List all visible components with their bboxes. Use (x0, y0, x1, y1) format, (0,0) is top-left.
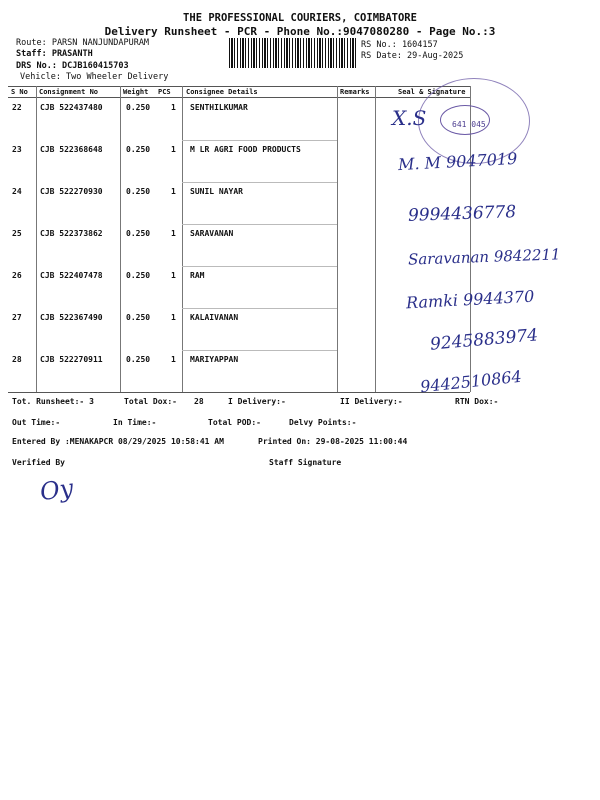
rs-number: RS No.: 1604157 (361, 40, 438, 50)
row-consignment: CJB 522270930 (40, 187, 103, 196)
total-pod-label: Total POD:- (208, 418, 261, 427)
row-sno: 28 (12, 355, 22, 364)
signature-row-23: M. M 9047019 (397, 148, 518, 175)
col-header-weight: Weight (123, 88, 149, 96)
row-consignment: CJB 522373862 (40, 229, 103, 238)
row-pcs: 1 (171, 103, 176, 112)
total-dox-label: Total Dox:- (124, 397, 177, 406)
signature-row-27: 9245883974 (429, 325, 539, 355)
signature-row-26: Ramki 9944370 (405, 286, 535, 313)
table-top-border (8, 86, 470, 87)
i-delivery-label: I Delivery:- (228, 397, 286, 406)
row-consignee: SARAVANAN (190, 229, 234, 238)
route-label: Route: PARSN NANJUNDAPURAM (16, 38, 150, 48)
staff-label: Staff: PRASANTH (16, 49, 93, 59)
row-consignee: MARIYAPPAN (190, 355, 239, 364)
total-runsheet: Tot. Runsheet:- 3 (12, 397, 94, 406)
row-weight: 0.250 (126, 313, 151, 322)
col-divider (182, 86, 183, 392)
row-pcs: 1 (171, 229, 176, 238)
out-time-label: Out Time:- (12, 418, 61, 427)
row-weight: 0.250 (126, 355, 151, 364)
col-header-pcs: PCS (158, 88, 171, 96)
total-dox-value: 28 (194, 397, 204, 406)
row-consignee: KALAIVANAN (190, 313, 239, 322)
col-header-consignee: Consignee Details (186, 88, 258, 96)
delivery-points-label: Delvy Points:- (289, 418, 357, 427)
runsheet-subtitle: Delivery Runsheet - PCR - Phone No.:9047080280 - Page No.:3 (104, 25, 496, 38)
signature-row-24: 9994436778 (407, 202, 517, 226)
vehicle-label: Vehicle: Two Wheeler Delivery (20, 72, 169, 82)
table-bottom-border (8, 392, 470, 393)
col-header-sno: S No (11, 88, 28, 96)
row-consignment: CJB 522367490 (40, 313, 103, 322)
row-divider (182, 224, 337, 225)
row-consignment: CJB 522270911 (40, 355, 103, 364)
company-title: THE PROFESSIONAL COURIERS, COIMBATORE (183, 12, 417, 24)
row-weight: 0.250 (126, 103, 151, 112)
row-pcs: 1 (171, 355, 176, 364)
col-divider (120, 86, 121, 392)
col-divider (337, 86, 338, 392)
row-consignment: CJB 522368648 (40, 145, 103, 154)
rtn-dox-label: RTN Dox:- (455, 397, 499, 406)
row-consignment: CJB 522437480 (40, 103, 103, 112)
row-consignee: RAM (190, 271, 205, 280)
row-divider (182, 182, 337, 183)
row-sno: 24 (12, 187, 22, 196)
signature-row-28: 9442510864 (419, 366, 523, 397)
verified-signature: Oy (38, 473, 76, 507)
row-divider (182, 308, 337, 309)
row-pcs: 1 (171, 187, 176, 196)
drs-number: DRS No.: DCJB160415703 (16, 61, 129, 71)
row-sno: 22 (12, 103, 22, 112)
row-pcs: 1 (171, 271, 176, 280)
ii-delivery-label: II Delivery:- (340, 397, 403, 406)
row-sno: 27 (12, 313, 22, 322)
signature-row-25: Saravanan 9842211 (407, 245, 561, 269)
row-weight: 0.250 (126, 145, 151, 154)
row-consignee: SENTHILKUMAR (190, 103, 248, 112)
rs-date: RS Date: 29-Aug-2025 (361, 51, 464, 61)
row-sno: 26 (12, 271, 22, 280)
verified-by-label: Verified By (12, 458, 65, 467)
seal-pincode: 641 045 (452, 120, 486, 129)
row-sno: 23 (12, 145, 22, 154)
barcode (229, 38, 357, 68)
row-weight: 0.250 (126, 229, 151, 238)
row-consignee: SUNIL NAYAR (190, 187, 243, 196)
row-consignee: M LR AGRI FOOD PRODUCTS (190, 145, 301, 154)
row-pcs: 1 (171, 145, 176, 154)
row-weight: 0.250 (126, 271, 151, 280)
row-consignment: CJB 522407478 (40, 271, 103, 280)
row-sno: 25 (12, 229, 22, 238)
row-divider (182, 140, 337, 141)
printed-on: Printed On: 29-08-2025 11:00:44 (258, 437, 408, 446)
row-divider (182, 266, 337, 267)
row-weight: 0.250 (126, 187, 151, 196)
col-header-consignment: Consignment No (39, 88, 99, 96)
in-time-label: In Time:- (113, 418, 157, 427)
table-header-border (8, 97, 470, 98)
row-pcs: 1 (171, 313, 176, 322)
entered-by: Entered By :MENAKAPCR 08/29/2025 10:58:41 AM (12, 437, 224, 446)
col-header-remarks: Remarks (340, 88, 370, 96)
col-divider (36, 86, 37, 392)
col-header-seal-signature: Seal & Signature (398, 88, 466, 96)
row-divider (182, 350, 337, 351)
staff-signature-label: Staff Signature (269, 458, 342, 467)
col-divider (375, 86, 376, 392)
signature-row-22: X.S (392, 106, 427, 130)
